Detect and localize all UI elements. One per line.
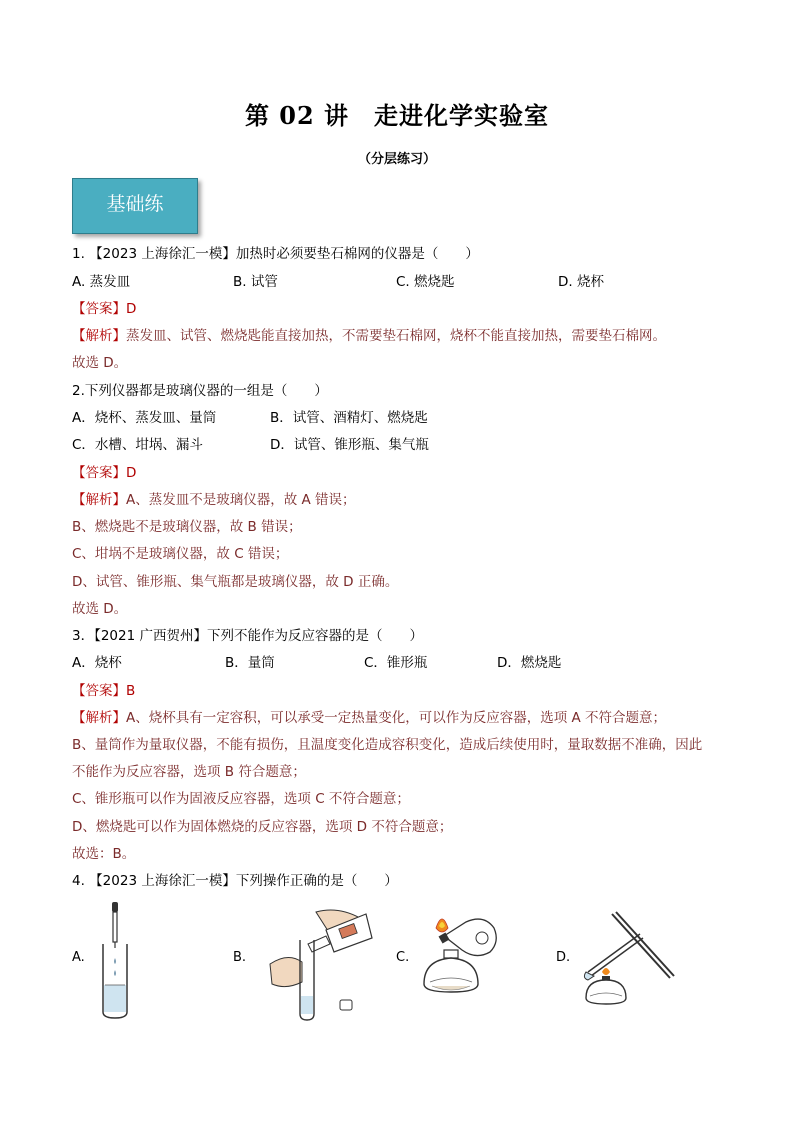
q3-conclusion: 故选：B。 (72, 846, 136, 862)
q4-label-b: B. (233, 950, 247, 965)
q4-label-d: D. (556, 950, 571, 965)
page-title: 第 02 讲 走进化学实验室 (244, 101, 550, 130)
answer-label: 【答案】 (72, 301, 126, 317)
q1-answer (72, 297, 136, 317)
q3-analysis-line-4: C、锥形瓶可以作为固液反应容器，选项 C 不符合题意； (72, 791, 410, 807)
q3-analysis-line-3: 不能作为反应容器，选项 B 符合题意； (72, 764, 306, 780)
q3-answer (72, 679, 135, 699)
q2-option-c: C．水槽、坩埚、漏斗 (72, 437, 203, 453)
dropper-test-tube-image (92, 900, 142, 1025)
q2-conclusion: 故选 D。 (72, 601, 128, 617)
q3-analysis-line-5: D、燃烧匙可以作为固体燃烧的反应容器，选项 D 不符合题意； (72, 819, 453, 835)
q1-answer-value: D (126, 301, 137, 317)
q2-option-b: B．试管、酒精灯、燃烧匙 (270, 410, 428, 426)
heating-test-tube-image (578, 910, 683, 1008)
q1-option-d: D. 烧杯 (558, 274, 604, 290)
q3-answer-value: B (126, 683, 136, 699)
q1-stem: 1. 【2023 上海徐汇一模】加热时必须要垫石棉网的仪器是（ ） (72, 246, 479, 262)
q1-conclusion: 故选 D。 (72, 355, 128, 371)
q3-option-b: B．量筒 (225, 655, 275, 671)
alcohol-lamp-lighting-image (418, 908, 513, 1003)
page-subtitle: （分层练习） (357, 152, 436, 167)
q4-stem: 4. 【2023 上海徐汇一模】下列操作正确的是（ ） (72, 873, 398, 889)
analysis-label: 【解析】 (72, 710, 126, 726)
q2-analysis-line-1 (72, 488, 356, 508)
analysis-label: 【解析】 (72, 492, 126, 508)
q2-answer (72, 461, 136, 481)
section-badge: 基础练 (72, 178, 198, 234)
q2-option-d: D．试管、锥形瓶、集气瓶 (270, 437, 429, 453)
q1-option-a: A. 蒸发皿 (72, 274, 131, 290)
q1-analysis (72, 324, 666, 344)
q2-answer-value: D (126, 465, 137, 481)
q3-analysis-line-2: B、量筒作为量取仪器，不能有损伤，且温度变化造成容积变化，造成后续使用时，量取数据不准确，因此 (72, 737, 703, 753)
q2-analysis-text: A、蒸发皿不是玻璃仪器，故 A 错误； (126, 492, 356, 508)
q4-label-c: C. (396, 950, 410, 965)
q3-stem: 3．【2021 广西贺州】下列不能作为反应容器的是（ ） (72, 628, 423, 644)
q3-option-d: D．燃烧匙 (497, 655, 562, 671)
q4-label-a: A. (72, 950, 85, 965)
q2-analysis-line-4: D、试管、锥形瓶、集气瓶都是玻璃仪器，故 D 正确。 (72, 574, 399, 590)
q2-stem: 2.下列仪器都是玻璃仪器的一组是（ ） (72, 383, 328, 399)
q1-option-c: C. 燃烧匙 (396, 274, 455, 290)
q3-analysis-text: A、烧杯具有一定容积，可以承受一定热量变化，可以作为反应容器，选项 A 不符合题意； (126, 710, 667, 726)
analysis-label: 【解析】 (72, 328, 126, 344)
q1-option-b: B. 试管 (233, 274, 278, 290)
answer-label: 【答案】 (72, 683, 126, 699)
pouring-liquid-image (268, 904, 388, 1024)
q3-analysis-line-1 (72, 706, 666, 726)
answer-label: 【答案】 (72, 465, 126, 481)
q2-analysis-line-2: B、燃烧匙不是玻璃仪器，故 B 错误； (72, 519, 302, 535)
q1-analysis-text: 蒸发皿、试管、燃烧匙能直接加热，不需要垫石棉网，烧杯不能直接加热，需要垫石棉网。 (126, 328, 666, 344)
q2-analysis-line-3: C、坩埚不是玻璃仪器，故 C 错误； (72, 546, 289, 562)
q3-option-c: C．锥形瓶 (364, 655, 428, 671)
q3-option-a: A．烧杯 (72, 655, 122, 671)
q2-option-a: A．烧杯、蒸发皿、量筒 (72, 410, 217, 426)
